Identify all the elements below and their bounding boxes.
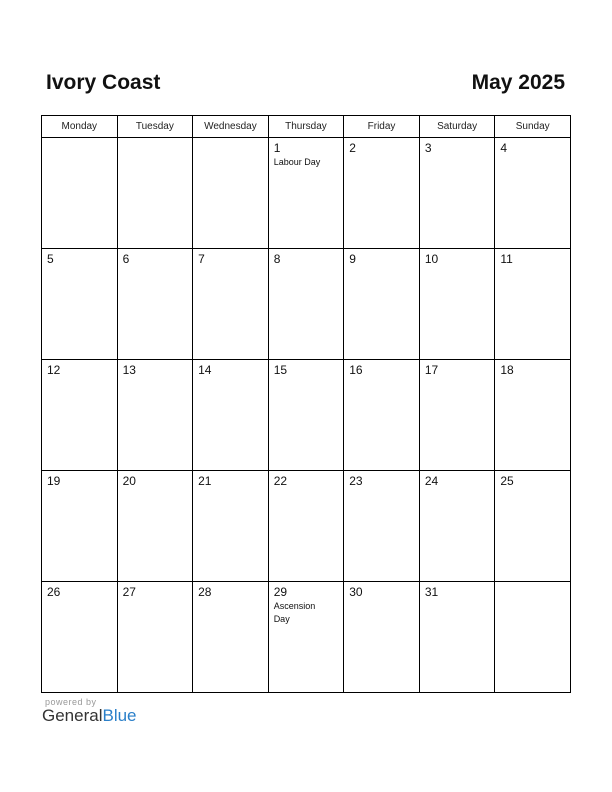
powered-by-text: powered by bbox=[45, 697, 97, 707]
calendar-grid bbox=[41, 115, 571, 693]
day-number: 28 bbox=[198, 585, 212, 599]
generalblue-logo[interactable] bbox=[42, 706, 137, 726]
day-cell bbox=[42, 471, 118, 582]
day-cell bbox=[117, 138, 193, 249]
footer bbox=[42, 697, 137, 726]
day-cell bbox=[42, 249, 118, 360]
day-cell bbox=[193, 138, 269, 249]
day-number: 1 bbox=[273, 141, 281, 155]
day-cell bbox=[193, 249, 269, 360]
day-number: 27 bbox=[122, 585, 136, 599]
day-number: 22 bbox=[273, 474, 288, 488]
day-cell bbox=[42, 360, 118, 471]
day-cell bbox=[419, 471, 495, 582]
day-number: 29 bbox=[273, 585, 288, 599]
day-cell bbox=[117, 471, 193, 582]
day-cell bbox=[344, 582, 420, 693]
day-number: 17 bbox=[424, 363, 439, 377]
day-number: 10 bbox=[424, 252, 439, 266]
day-cell bbox=[419, 582, 495, 693]
day-cell bbox=[117, 360, 193, 471]
holiday-label: Labour Day bbox=[273, 157, 321, 167]
day-number: 30 bbox=[349, 585, 363, 599]
day-cell bbox=[344, 138, 420, 249]
day-cell bbox=[268, 249, 344, 360]
day-cell bbox=[419, 249, 495, 360]
day-number: 25 bbox=[500, 474, 514, 488]
day-cell bbox=[419, 138, 495, 249]
day-cell bbox=[495, 471, 571, 582]
day-number: 9 bbox=[349, 252, 356, 266]
day-cell bbox=[193, 582, 269, 693]
weekday-header: Monday bbox=[42, 116, 118, 138]
day-number: 14 bbox=[198, 363, 212, 377]
weekday-header: Friday bbox=[344, 116, 420, 138]
weekday-header: Thursday bbox=[268, 116, 344, 138]
day-cell bbox=[42, 582, 118, 693]
week-row bbox=[42, 138, 571, 249]
day-cell bbox=[268, 582, 344, 693]
day-cell bbox=[344, 249, 420, 360]
day-cell bbox=[495, 582, 571, 693]
day-number: 21 bbox=[198, 474, 212, 488]
weekday-header: Wednesday bbox=[193, 116, 269, 138]
week-row bbox=[42, 360, 571, 471]
day-cell bbox=[344, 360, 420, 471]
weekday-header: Tuesday bbox=[117, 116, 193, 138]
day-number: 26 bbox=[47, 585, 61, 599]
weekday-header: Saturday bbox=[419, 116, 495, 138]
day-number: 4 bbox=[500, 141, 508, 155]
country-title: Ivory Coast bbox=[46, 71, 161, 94]
day-number: 11 bbox=[500, 252, 513, 266]
day-number: 5 bbox=[47, 252, 54, 266]
week-row bbox=[42, 249, 571, 360]
day-number: 2 bbox=[349, 141, 356, 155]
day-cell bbox=[268, 138, 344, 249]
day-number: 24 bbox=[424, 474, 439, 488]
day-number: 19 bbox=[47, 474, 61, 488]
brand-blue-text: Blue bbox=[102, 706, 137, 725]
day-number: 13 bbox=[122, 363, 136, 377]
day-number: 20 bbox=[122, 474, 136, 488]
brand-general-text: General bbox=[42, 706, 103, 725]
day-cell bbox=[193, 471, 269, 582]
holiday-label: Ascension Day bbox=[273, 601, 316, 624]
day-cell bbox=[344, 471, 420, 582]
day-number: 7 bbox=[198, 252, 205, 266]
day-cell bbox=[117, 249, 193, 360]
day-number: 8 bbox=[273, 252, 281, 266]
day-cell bbox=[495, 138, 571, 249]
day-number: 3 bbox=[424, 141, 432, 155]
day-cell bbox=[495, 360, 571, 471]
week-row bbox=[42, 471, 571, 582]
day-number: 16 bbox=[349, 363, 363, 377]
day-number: 31 bbox=[424, 585, 439, 599]
day-cell bbox=[117, 582, 193, 693]
day-cell bbox=[268, 360, 344, 471]
day-number: 6 bbox=[122, 252, 130, 266]
day-cell bbox=[42, 138, 118, 249]
weekday-header-row bbox=[42, 116, 571, 138]
day-number: 15 bbox=[273, 363, 288, 377]
day-cell bbox=[268, 471, 344, 582]
day-number: 12 bbox=[47, 363, 61, 377]
day-cell bbox=[193, 360, 269, 471]
day-cell bbox=[419, 360, 495, 471]
weekday-header: Sunday bbox=[495, 116, 571, 138]
day-number: 18 bbox=[500, 363, 514, 377]
month-year-title: May 2025 bbox=[471, 71, 565, 94]
week-row bbox=[42, 582, 571, 693]
day-number: 23 bbox=[349, 474, 363, 488]
day-cell bbox=[495, 249, 571, 360]
